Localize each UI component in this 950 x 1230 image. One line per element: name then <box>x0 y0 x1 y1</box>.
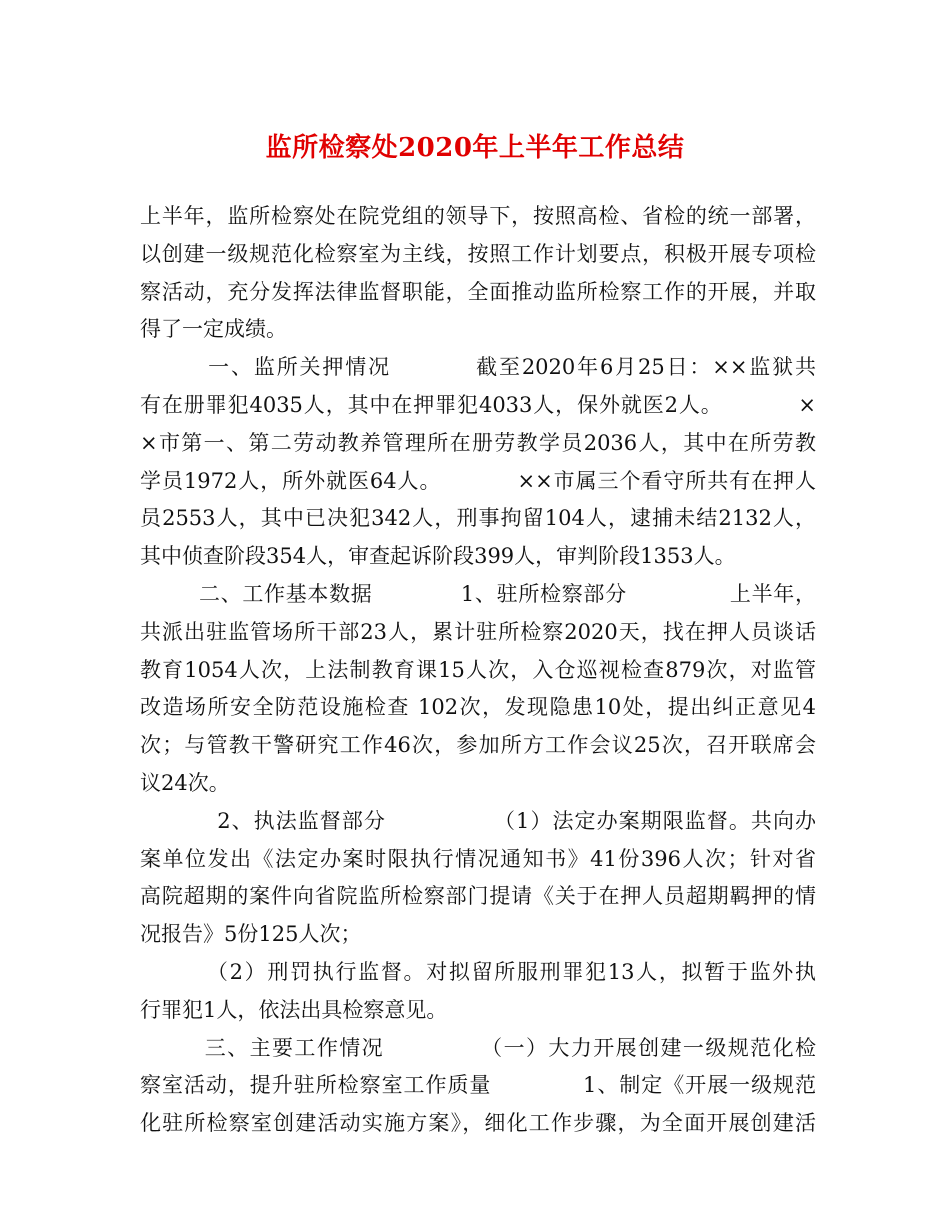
body-line: 以创建一级规范化检察室为主线，按照工作计划要点，积极开展专项检 <box>140 241 816 266</box>
body-line: 高院超期的案件向省院监所检察部门提请《关于在押人员超期羁押的情 <box>140 884 816 909</box>
body-line: 2、执法监督部分 （1）法定办案期限监督。共向办 <box>140 808 816 833</box>
document-body <box>140 198 816 1143</box>
body-line: （2）刑罚执行监督。对拟留所服刑罪犯13人，拟暂于监外执 <box>140 959 816 984</box>
body-line: 次；与管教干警研究工作46次，参加所方工作会议25次，召开联席会 <box>140 733 816 758</box>
body-line: 察室活动，提升驻所检察室工作质量 1、制定《开展一级规范 <box>140 1073 816 1098</box>
body-line: 改造场所安全防范设施检查 102次，发现隐患10处，提出纠正意见4 <box>140 695 816 720</box>
body-line: 案单位发出《法定办案时限执行情况通知书》41份396人次；针对省 <box>140 846 816 871</box>
body-line: 学员1972人，所外就医64人。 ××市属三个看守所共有在押人 <box>140 468 816 493</box>
body-line: 其中侦查阶段354人，审查起诉阶段399人，审判阶段1353人。 <box>140 544 736 569</box>
body-line: 况报告》5份125人次； <box>140 922 362 947</box>
body-line: 得了一定成绩。 <box>140 317 287 342</box>
body-line: 化驻所检察室创建活动实施方案》，细化工作步骤，为全面开展创建活 <box>140 1111 816 1136</box>
body-line: 议24次。 <box>140 770 230 795</box>
document-title: 监所检察处2020年上半年工作总结 <box>265 133 685 163</box>
body-line: 三、主要工作情况 （一）大力开展创建一级规范化检 <box>140 1035 816 1060</box>
body-line: 二、工作基本数据 1、驻所检察部分 上半年， <box>140 581 816 606</box>
body-line: 一、监所关押情况 截至2020年6月25日：××监狱共 <box>140 355 816 380</box>
body-line: 有在册罪犯4035人，其中在押罪犯4033人，保外就医2人。 × <box>140 392 816 417</box>
body-line: 教育1054人次，上法制教育课15人次，入仓巡视检查879次，对监管 <box>140 657 816 682</box>
body-line: 员2553人，其中已决犯342人，刑事拘留104人，逮捕未结2132人， <box>140 506 816 531</box>
body-line: 行罪犯1人，依法出具检察意见。 <box>140 997 448 1022</box>
body-line: ×市第一、第二劳动教养管理所在册劳教学员2036人，其中在所劳教 <box>140 430 816 455</box>
body-line: 共派出驻监管场所干部23人，累计驻所检察2020天，找在押人员谈话 <box>140 619 816 644</box>
body-line: 上半年，监所检察处在院党组的领导下，按照高检、省检的统一部署， <box>140 204 816 228</box>
body-line: 察活动，充分发挥法律监督职能，全面推动监所检察工作的开展，并取 <box>140 279 816 304</box>
